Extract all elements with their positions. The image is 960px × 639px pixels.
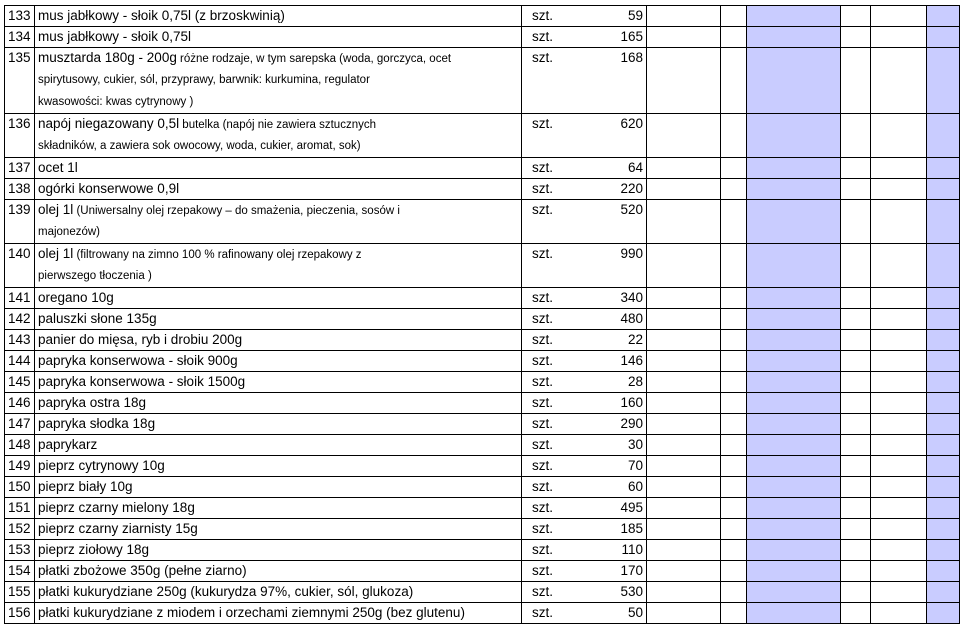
row-number: 148 — [5, 435, 35, 456]
empty-cell — [747, 27, 841, 48]
empty-cell — [647, 158, 721, 179]
empty-cell — [927, 519, 960, 540]
empty-cell — [647, 582, 721, 603]
product-name-cell — [35, 309, 522, 330]
empty-cell — [927, 6, 960, 27]
empty-cell — [841, 48, 871, 114]
empty-cell — [841, 477, 871, 498]
row-number: 141 — [5, 288, 35, 309]
empty-cell — [841, 414, 871, 435]
product-name: ocet 1l — [38, 160, 78, 175]
product-name-cell — [35, 27, 522, 48]
empty-cell — [747, 200, 841, 244]
unit: szt. — [522, 27, 579, 48]
product-name: pieprz ziołowy 18g — [38, 542, 150, 557]
empty-cell — [927, 114, 960, 158]
table-row — [5, 603, 960, 624]
empty-cell — [871, 6, 927, 27]
empty-cell — [871, 414, 927, 435]
empty-cell — [647, 200, 721, 244]
product-name-cell — [35, 477, 522, 498]
unit: szt. — [522, 414, 579, 435]
product-table — [4, 5, 960, 624]
empty-cell — [871, 179, 927, 200]
empty-cell — [927, 200, 960, 244]
unit: szt. — [522, 435, 579, 456]
empty-cell — [721, 351, 747, 372]
product-name-cell — [35, 372, 522, 393]
unit: szt. — [522, 48, 579, 114]
empty-cell — [927, 179, 960, 200]
empty-cell — [721, 179, 747, 200]
empty-cell — [927, 540, 960, 561]
product-name: mus jabłkowy - słoik 0,75l (z brzoskwinią) — [38, 8, 285, 23]
product-name: papryka konserwowa - słoik 900g — [38, 353, 238, 368]
empty-cell — [647, 519, 721, 540]
product-name-cell — [35, 179, 522, 200]
product-detail-continued: pierwszego tłoczenia ) — [38, 270, 152, 282]
empty-cell — [871, 330, 927, 351]
empty-cell — [721, 309, 747, 330]
table-row — [5, 477, 960, 498]
unit: szt. — [522, 288, 579, 309]
row-number: 151 — [5, 498, 35, 519]
empty-cell — [747, 48, 841, 114]
product-name: pieprz biały 10g — [38, 479, 133, 494]
empty-cell — [721, 456, 747, 477]
empty-cell — [927, 351, 960, 372]
unit: szt. — [522, 603, 579, 624]
quantity: 165 — [579, 27, 647, 48]
empty-cell — [871, 498, 927, 519]
table-row — [5, 114, 960, 158]
empty-cell — [871, 561, 927, 582]
empty-cell — [841, 456, 871, 477]
row-number: 145 — [5, 372, 35, 393]
product-name: paluszki słone 135g — [38, 311, 157, 326]
empty-cell — [927, 158, 960, 179]
row-number: 133 — [5, 6, 35, 27]
unit: szt. — [522, 114, 579, 158]
quantity: 495 — [579, 498, 647, 519]
product-detail-continued: majonezów) — [38, 226, 100, 238]
quantity: 64 — [579, 158, 647, 179]
empty-cell — [647, 288, 721, 309]
empty-cell — [647, 244, 721, 288]
empty-cell — [747, 372, 841, 393]
quantity: 620 — [579, 114, 647, 158]
quantity: 60 — [579, 477, 647, 498]
unit: szt. — [522, 351, 579, 372]
product-name: musztarda 180g - 200g — [38, 50, 177, 65]
quantity: 290 — [579, 414, 647, 435]
quantity: 480 — [579, 309, 647, 330]
table-row — [5, 158, 960, 179]
empty-cell — [747, 351, 841, 372]
product-name-cell — [35, 244, 522, 288]
product-detail-continued: składników, a zawiera sok owocowy, woda, cukier, aromat, sok) — [38, 140, 361, 152]
empty-cell — [647, 330, 721, 351]
empty-cell — [721, 244, 747, 288]
empty-cell — [747, 393, 841, 414]
empty-cell — [841, 200, 871, 244]
quantity: 160 — [579, 393, 647, 414]
empty-cell — [841, 519, 871, 540]
empty-cell — [721, 372, 747, 393]
quantity: 520 — [579, 200, 647, 244]
empty-cell — [841, 498, 871, 519]
row-number: 153 — [5, 540, 35, 561]
unit: szt. — [522, 561, 579, 582]
quantity: 22 — [579, 330, 647, 351]
row-number: 146 — [5, 393, 35, 414]
unit: szt. — [522, 372, 579, 393]
unit: szt. — [522, 158, 579, 179]
unit: szt. — [522, 540, 579, 561]
table-row — [5, 330, 960, 351]
product-name-cell — [35, 561, 522, 582]
empty-cell — [647, 603, 721, 624]
empty-cell — [747, 414, 841, 435]
table-row — [5, 351, 960, 372]
product-name-cell — [35, 540, 522, 561]
empty-cell — [721, 393, 747, 414]
row-number: 137 — [5, 158, 35, 179]
empty-cell — [747, 498, 841, 519]
row-number: 152 — [5, 519, 35, 540]
product-name: pieprz czarny ziarnisty 15g — [38, 521, 198, 536]
empty-cell — [871, 27, 927, 48]
table-row — [5, 372, 960, 393]
product-name-cell — [35, 582, 522, 603]
row-number: 156 — [5, 603, 35, 624]
empty-cell — [871, 393, 927, 414]
empty-cell — [721, 48, 747, 114]
empty-cell — [927, 498, 960, 519]
empty-cell — [871, 288, 927, 309]
quantity: 50 — [579, 603, 647, 624]
product-name: mus jabłkowy - słoik 0,75l — [38, 29, 192, 44]
empty-cell — [927, 27, 960, 48]
product-detail: butelka (napój nie zawiera sztucznych — [179, 119, 376, 131]
quantity: 28 — [579, 372, 647, 393]
product-name: ogórki konserwowe 0,9l — [38, 181, 180, 196]
empty-cell — [841, 330, 871, 351]
unit: szt. — [522, 200, 579, 244]
product-name: paprykarz — [38, 437, 98, 452]
quantity: 990 — [579, 244, 647, 288]
quantity: 110 — [579, 540, 647, 561]
empty-cell — [747, 158, 841, 179]
product-detail: (filtrowany na zimno 100 % rafinowany olej rzepakowy z — [73, 249, 362, 261]
empty-cell — [721, 414, 747, 435]
empty-cell — [927, 393, 960, 414]
empty-cell — [927, 435, 960, 456]
table-row — [5, 519, 960, 540]
unit: szt. — [522, 179, 579, 200]
empty-cell — [747, 179, 841, 200]
product-table-body — [5, 6, 960, 624]
empty-cell — [841, 158, 871, 179]
product-name: płatki kukurydziane 250g (kukurydza 97%, cukier, sól, glukoza) — [38, 584, 414, 599]
unit: szt. — [522, 519, 579, 540]
product-name-cell — [35, 414, 522, 435]
empty-cell — [841, 288, 871, 309]
empty-cell — [747, 309, 841, 330]
product-name: papryka ostra 18g — [38, 395, 147, 410]
quantity: 170 — [579, 561, 647, 582]
empty-cell — [927, 48, 960, 114]
empty-cell — [871, 200, 927, 244]
empty-cell — [871, 519, 927, 540]
empty-cell — [647, 351, 721, 372]
empty-cell — [747, 330, 841, 351]
empty-cell — [721, 114, 747, 158]
product-detail: różne rodzaje, w tym sarepska (woda, gorczyca, ocet — [176, 53, 452, 65]
row-number: 138 — [5, 179, 35, 200]
table-row — [5, 200, 960, 244]
table-row — [5, 309, 960, 330]
empty-cell — [841, 27, 871, 48]
empty-cell — [927, 244, 960, 288]
empty-cell — [871, 114, 927, 158]
empty-cell — [721, 582, 747, 603]
row-number: 135 — [5, 48, 35, 114]
empty-cell — [721, 603, 747, 624]
product-name-cell — [35, 158, 522, 179]
product-detail: (Uniwersalny olej rzepakowy – do smażenia, pieczenia, sosów i — [73, 205, 400, 217]
empty-cell — [871, 158, 927, 179]
unit: szt. — [522, 456, 579, 477]
empty-cell — [841, 244, 871, 288]
product-detail-continued: spirytusowy, cukier, sól, przyprawy, barwnik: kurkumina, regulator — [38, 74, 370, 86]
quantity: 146 — [579, 351, 647, 372]
product-name-cell — [35, 351, 522, 372]
unit: szt. — [522, 498, 579, 519]
empty-cell — [927, 288, 960, 309]
table-row — [5, 288, 960, 309]
empty-cell — [871, 456, 927, 477]
empty-cell — [871, 48, 927, 114]
product-name-cell — [35, 603, 522, 624]
product-name-cell — [35, 330, 522, 351]
quantity: 30 — [579, 435, 647, 456]
row-number: 149 — [5, 456, 35, 477]
product-detail-continued: kwasowości: kwas cytrynowy ) — [38, 96, 194, 108]
empty-cell — [747, 244, 841, 288]
row-number: 134 — [5, 27, 35, 48]
empty-cell — [841, 435, 871, 456]
empty-cell — [871, 244, 927, 288]
empty-cell — [647, 393, 721, 414]
product-name: pieprz czarny mielony 18g — [38, 500, 195, 515]
empty-cell — [747, 288, 841, 309]
table-row — [5, 414, 960, 435]
empty-cell — [721, 158, 747, 179]
empty-cell — [647, 27, 721, 48]
empty-cell — [841, 114, 871, 158]
product-name-cell — [35, 519, 522, 540]
empty-cell — [647, 309, 721, 330]
empty-cell — [721, 6, 747, 27]
empty-cell — [841, 393, 871, 414]
table-row — [5, 561, 960, 582]
empty-cell — [747, 6, 841, 27]
empty-cell — [721, 288, 747, 309]
empty-cell — [747, 582, 841, 603]
empty-cell — [647, 540, 721, 561]
empty-cell — [927, 603, 960, 624]
row-number: 147 — [5, 414, 35, 435]
table-row — [5, 582, 960, 603]
product-name-cell — [35, 435, 522, 456]
quantity: 70 — [579, 456, 647, 477]
table-row — [5, 456, 960, 477]
empty-cell — [841, 561, 871, 582]
product-name: papryka słodka 18g — [38, 416, 156, 431]
empty-cell — [927, 309, 960, 330]
empty-cell — [871, 351, 927, 372]
product-name: pieprz cytrynowy 10g — [38, 458, 165, 473]
empty-cell — [841, 179, 871, 200]
empty-cell — [927, 561, 960, 582]
table-row — [5, 435, 960, 456]
row-number: 150 — [5, 477, 35, 498]
empty-cell — [721, 561, 747, 582]
quantity: 59 — [579, 6, 647, 27]
quantity: 340 — [579, 288, 647, 309]
unit: szt. — [522, 244, 579, 288]
empty-cell — [871, 372, 927, 393]
product-name: płatki zbożowe 350g (pełne ziarno) — [38, 563, 247, 578]
empty-cell — [927, 456, 960, 477]
empty-cell — [647, 372, 721, 393]
row-number: 142 — [5, 309, 35, 330]
quantity: 185 — [579, 519, 647, 540]
empty-cell — [721, 519, 747, 540]
empty-cell — [747, 540, 841, 561]
empty-cell — [841, 6, 871, 27]
empty-cell — [871, 582, 927, 603]
table-row — [5, 179, 960, 200]
empty-cell — [647, 6, 721, 27]
empty-cell — [841, 603, 871, 624]
quantity: 168 — [579, 48, 647, 114]
empty-cell — [747, 435, 841, 456]
unit: szt. — [522, 393, 579, 414]
row-number: 139 — [5, 200, 35, 244]
table-row — [5, 27, 960, 48]
row-number: 140 — [5, 244, 35, 288]
empty-cell — [841, 582, 871, 603]
empty-cell — [747, 603, 841, 624]
row-number: 155 — [5, 582, 35, 603]
empty-cell — [647, 179, 721, 200]
product-name: olej 1l — [38, 246, 74, 261]
empty-cell — [721, 200, 747, 244]
empty-cell — [747, 561, 841, 582]
empty-cell — [647, 435, 721, 456]
empty-cell — [871, 603, 927, 624]
empty-cell — [841, 351, 871, 372]
empty-cell — [647, 561, 721, 582]
empty-cell — [647, 456, 721, 477]
row-number: 136 — [5, 114, 35, 158]
table-row — [5, 48, 960, 114]
empty-cell — [647, 48, 721, 114]
product-name: papryka konserwowa - słoik 1500g — [38, 374, 246, 389]
empty-cell — [721, 435, 747, 456]
empty-cell — [927, 330, 960, 351]
empty-cell — [927, 582, 960, 603]
empty-cell — [721, 540, 747, 561]
product-name-cell — [35, 48, 522, 114]
product-name: panier do mięsa, ryb i drobiu 200g — [38, 332, 243, 347]
empty-cell — [647, 498, 721, 519]
product-name-cell — [35, 498, 522, 519]
empty-cell — [871, 540, 927, 561]
row-number: 154 — [5, 561, 35, 582]
empty-cell — [871, 435, 927, 456]
row-number: 143 — [5, 330, 35, 351]
empty-cell — [647, 114, 721, 158]
product-name: płatki kukurydziane z miodem i orzechami ziemnymi 250g (bez glutenu) — [38, 605, 465, 620]
product-name-cell — [35, 114, 522, 158]
table-row — [5, 498, 960, 519]
product-name-cell — [35, 456, 522, 477]
product-name-cell — [35, 200, 522, 244]
product-name: oregano 10g — [38, 290, 114, 305]
unit: szt. — [522, 6, 579, 27]
empty-cell — [747, 114, 841, 158]
empty-cell — [747, 477, 841, 498]
product-name-cell — [35, 288, 522, 309]
quantity: 220 — [579, 179, 647, 200]
empty-cell — [841, 309, 871, 330]
empty-cell — [647, 414, 721, 435]
empty-cell — [841, 372, 871, 393]
empty-cell — [747, 456, 841, 477]
empty-cell — [871, 309, 927, 330]
empty-cell — [721, 330, 747, 351]
empty-cell — [721, 27, 747, 48]
unit: szt. — [522, 477, 579, 498]
unit: szt. — [522, 582, 579, 603]
product-name-cell — [35, 6, 522, 27]
unit: szt. — [522, 330, 579, 351]
table-row — [5, 393, 960, 414]
empty-cell — [841, 540, 871, 561]
table-row — [5, 540, 960, 561]
empty-cell — [927, 372, 960, 393]
empty-cell — [927, 477, 960, 498]
product-name: napój niegazowany 0,5l — [38, 116, 180, 131]
product-name: olej 1l — [38, 202, 74, 217]
row-number: 144 — [5, 351, 35, 372]
empty-cell — [721, 477, 747, 498]
product-name-cell — [35, 393, 522, 414]
table-row — [5, 244, 960, 288]
empty-cell — [747, 519, 841, 540]
empty-cell — [647, 477, 721, 498]
empty-cell — [871, 477, 927, 498]
quantity: 530 — [579, 582, 647, 603]
table-row — [5, 6, 960, 27]
empty-cell — [721, 498, 747, 519]
empty-cell — [927, 414, 960, 435]
unit: szt. — [522, 309, 579, 330]
